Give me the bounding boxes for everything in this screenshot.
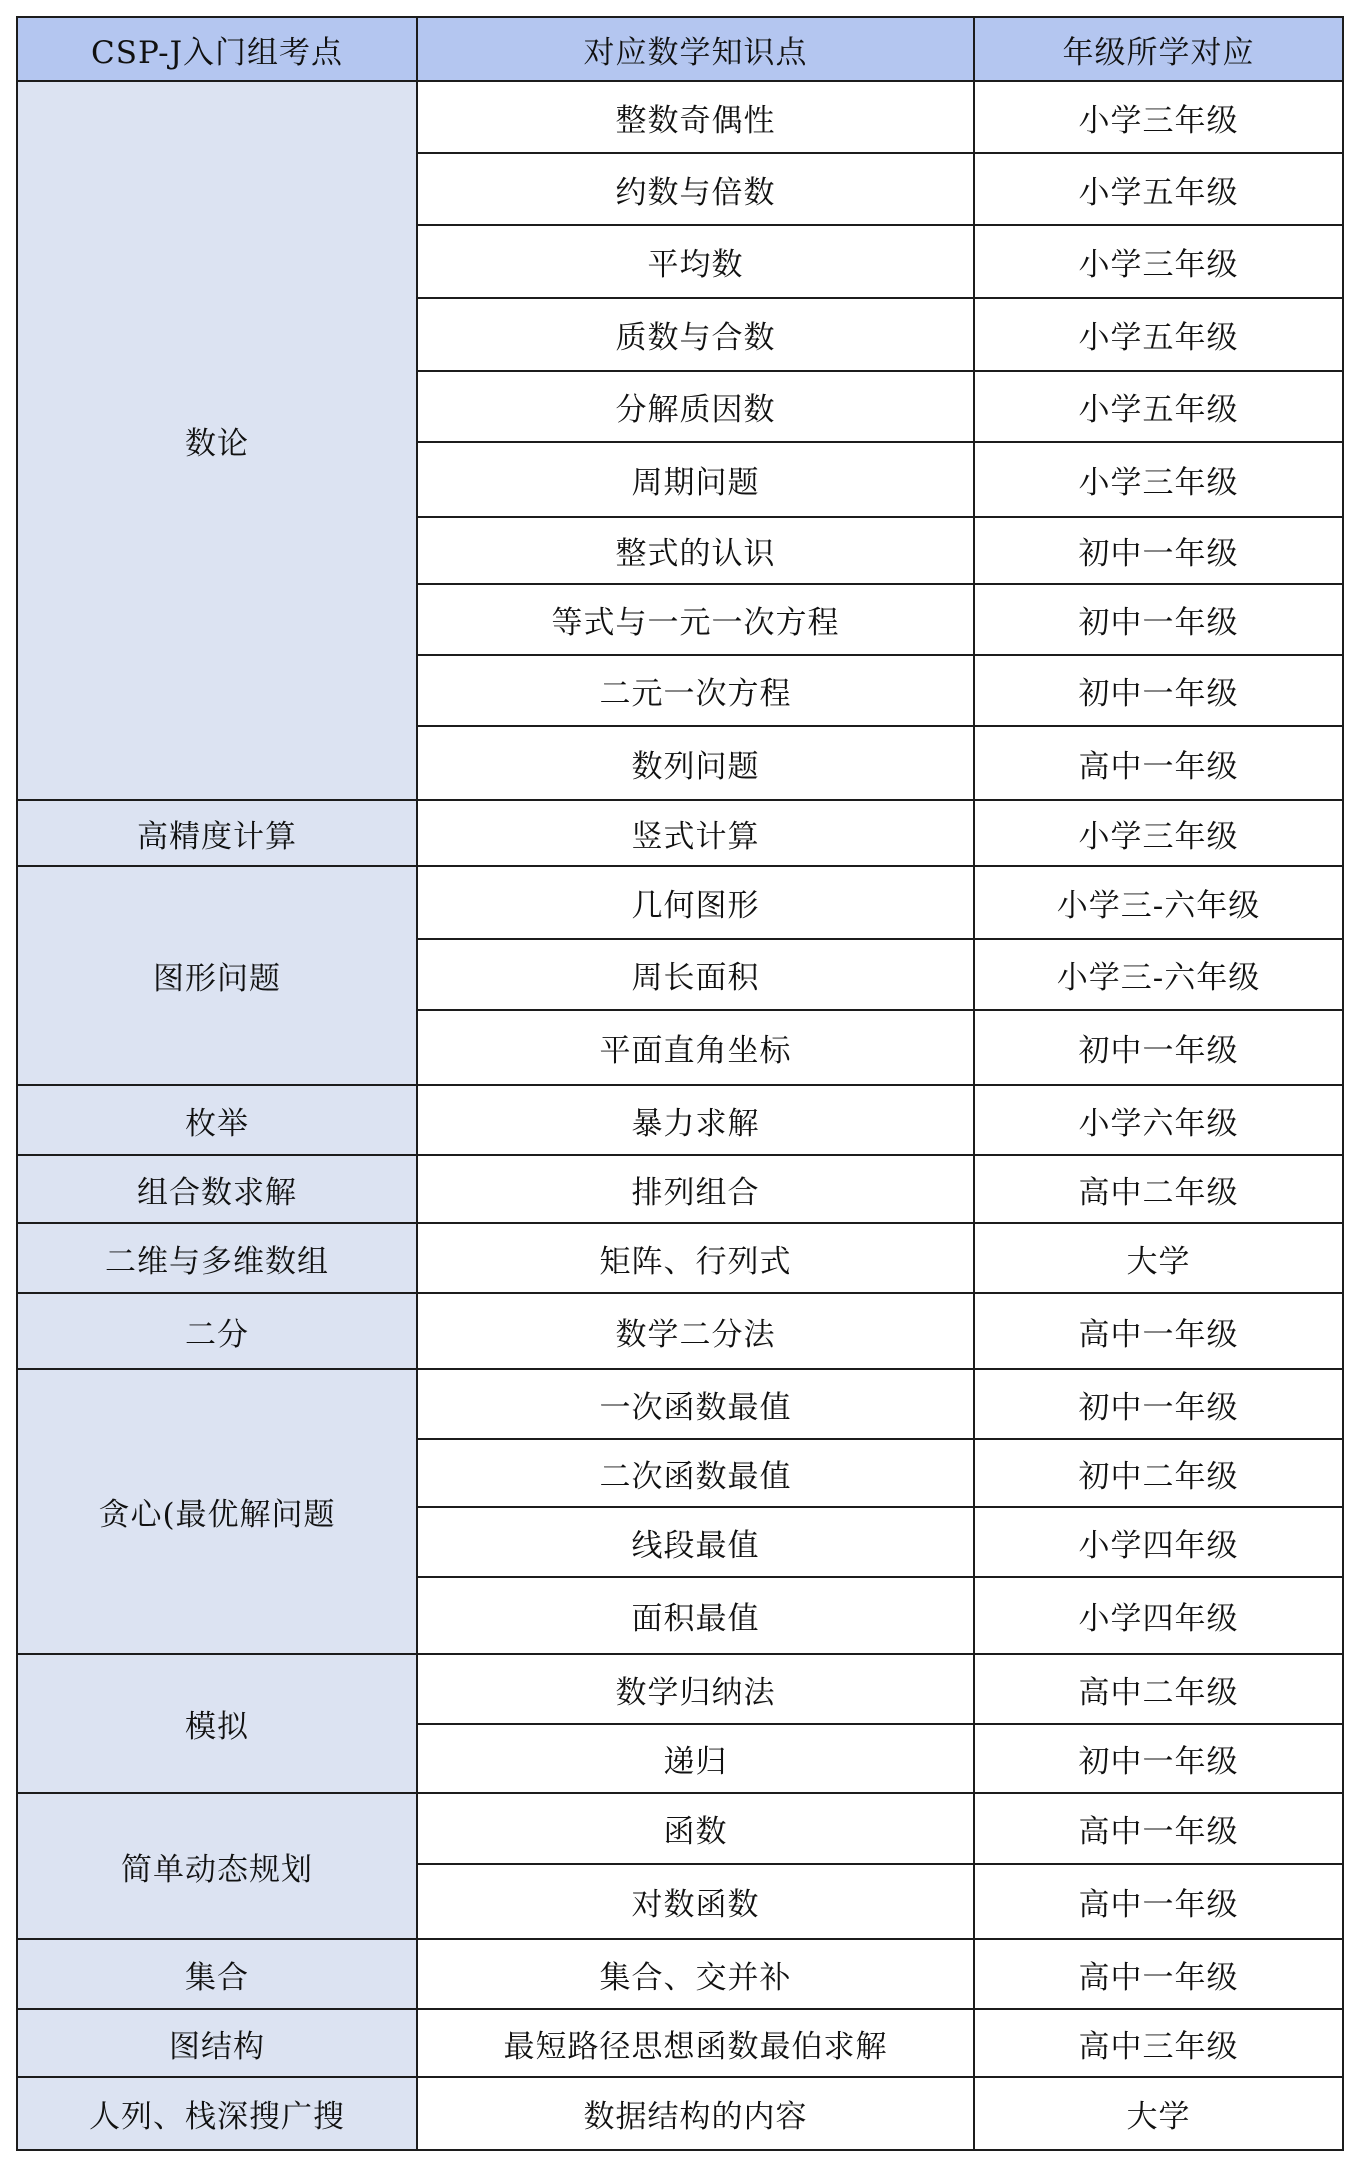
grade-cell: 高中一年级 [974, 1793, 1343, 1864]
csp-topic-cell: 枚举 [17, 1085, 417, 1155]
knowledge-mapping-table [16, 16, 1344, 2151]
grade-cell: 初中一年级 [974, 584, 1343, 655]
header-grade: 年级所学对应 [974, 17, 1343, 81]
math-topic-cell: 竖式计算 [417, 800, 974, 866]
csp-topic-cell: 数论 [17, 81, 417, 800]
math-topic-cell: 分解质因数 [417, 371, 974, 442]
csp-topic-cell: 图形问题 [17, 866, 417, 1085]
math-topic-cell: 几何图形 [417, 866, 974, 939]
math-topic-cell: 矩阵、行列式 [417, 1223, 974, 1293]
grade-cell: 小学五年级 [974, 153, 1343, 225]
math-topic-cell: 数学二分法 [417, 1293, 974, 1369]
table-row [17, 2077, 1343, 2150]
table-row [17, 1939, 1343, 2009]
table-row [17, 1369, 1343, 1439]
csp-topic-cell: 二维与多维数组 [17, 1223, 417, 1293]
math-topic-cell: 质数与合数 [417, 298, 974, 371]
math-topic-cell: 周期问题 [417, 442, 974, 517]
table-row [17, 1793, 1343, 1864]
table-row [17, 1293, 1343, 1369]
grade-cell: 高中一年级 [974, 1293, 1343, 1369]
math-topic-cell: 函数 [417, 1793, 974, 1864]
csp-topic-cell: 组合数求解 [17, 1155, 417, 1223]
math-topic-cell: 数列问题 [417, 726, 974, 800]
csp-topic-cell: 模拟 [17, 1654, 417, 1793]
csp-topic-cell: 集合 [17, 1939, 417, 2009]
math-topic-cell: 等式与一元一次方程 [417, 584, 974, 655]
grade-cell: 高中三年级 [974, 2009, 1343, 2077]
csp-topic-cell: 图结构 [17, 2009, 417, 2077]
grade-cell: 初中一年级 [974, 1724, 1343, 1793]
table-row [17, 1654, 1343, 1724]
math-topic-cell: 二元一次方程 [417, 655, 974, 726]
math-topic-cell: 整式的认识 [417, 517, 974, 584]
grade-cell: 高中二年级 [974, 1155, 1343, 1223]
math-topic-cell: 面积最值 [417, 1577, 974, 1654]
math-topic-cell: 约数与倍数 [417, 153, 974, 225]
math-topic-cell: 二次函数最值 [417, 1439, 974, 1507]
csp-topic-cell: 人列、栈深搜广搜 [17, 2077, 417, 2150]
grade-cell: 高中一年级 [974, 726, 1343, 800]
math-topic-cell: 平面直角坐标 [417, 1010, 974, 1085]
math-topic-cell: 最短路径思想函数最伯求解 [417, 2009, 974, 2077]
knowledge-table-container [16, 16, 1342, 2151]
table-row [17, 1155, 1343, 1223]
grade-cell: 高中二年级 [974, 1654, 1343, 1724]
grade-cell: 初中一年级 [974, 1369, 1343, 1439]
grade-cell: 小学四年级 [974, 1577, 1343, 1654]
grade-cell: 小学六年级 [974, 1085, 1343, 1155]
math-topic-cell: 排列组合 [417, 1155, 974, 1223]
math-topic-cell: 线段最值 [417, 1507, 974, 1577]
math-topic-cell: 整数奇偶性 [417, 81, 974, 153]
grade-cell: 初中二年级 [974, 1439, 1343, 1507]
math-topic-cell: 数学归纳法 [417, 1654, 974, 1724]
grade-cell: 小学三-六年级 [974, 866, 1343, 939]
grade-cell: 小学三年级 [974, 81, 1343, 153]
header-math-topic: 对应数学知识点 [417, 17, 974, 81]
grade-cell: 小学三年级 [974, 800, 1343, 866]
csp-topic-cell: 高精度计算 [17, 800, 417, 866]
math-topic-cell: 递归 [417, 1724, 974, 1793]
grade-cell: 小学三年级 [974, 442, 1343, 517]
table-row [17, 866, 1343, 939]
table-row [17, 800, 1343, 866]
grade-cell: 高中一年级 [974, 1939, 1343, 2009]
grade-cell: 小学五年级 [974, 298, 1343, 371]
grade-cell: 小学三-六年级 [974, 939, 1343, 1010]
math-topic-cell: 平均数 [417, 225, 974, 298]
grade-cell: 小学五年级 [974, 371, 1343, 442]
grade-cell: 大学 [974, 2077, 1343, 2150]
grade-cell: 初中一年级 [974, 517, 1343, 584]
csp-topic-cell: 二分 [17, 1293, 417, 1369]
math-topic-cell: 周长面积 [417, 939, 974, 1010]
math-topic-cell: 对数函数 [417, 1864, 974, 1939]
csp-topic-cell: 贪心(最优解问题 [17, 1369, 417, 1654]
table-row [17, 81, 1343, 153]
table-body [17, 81, 1343, 2150]
math-topic-cell: 集合、交并补 [417, 1939, 974, 2009]
grade-cell: 小学三年级 [974, 225, 1343, 298]
grade-cell: 初中一年级 [974, 655, 1343, 726]
grade-cell: 小学四年级 [974, 1507, 1343, 1577]
table-row [17, 2009, 1343, 2077]
csp-topic-cell: 简单动态规划 [17, 1793, 417, 1939]
grade-cell: 初中一年级 [974, 1010, 1343, 1085]
grade-cell: 高中一年级 [974, 1864, 1343, 1939]
grade-cell: 大学 [974, 1223, 1343, 1293]
header-row [17, 17, 1343, 81]
math-topic-cell: 数据结构的内容 [417, 2077, 974, 2150]
table-row [17, 1085, 1343, 1155]
math-topic-cell: 暴力求解 [417, 1085, 974, 1155]
math-topic-cell: 一次函数最值 [417, 1369, 974, 1439]
header-csp-topic: CSP-J入门组考点 [17, 17, 417, 81]
table-row [17, 1223, 1343, 1293]
